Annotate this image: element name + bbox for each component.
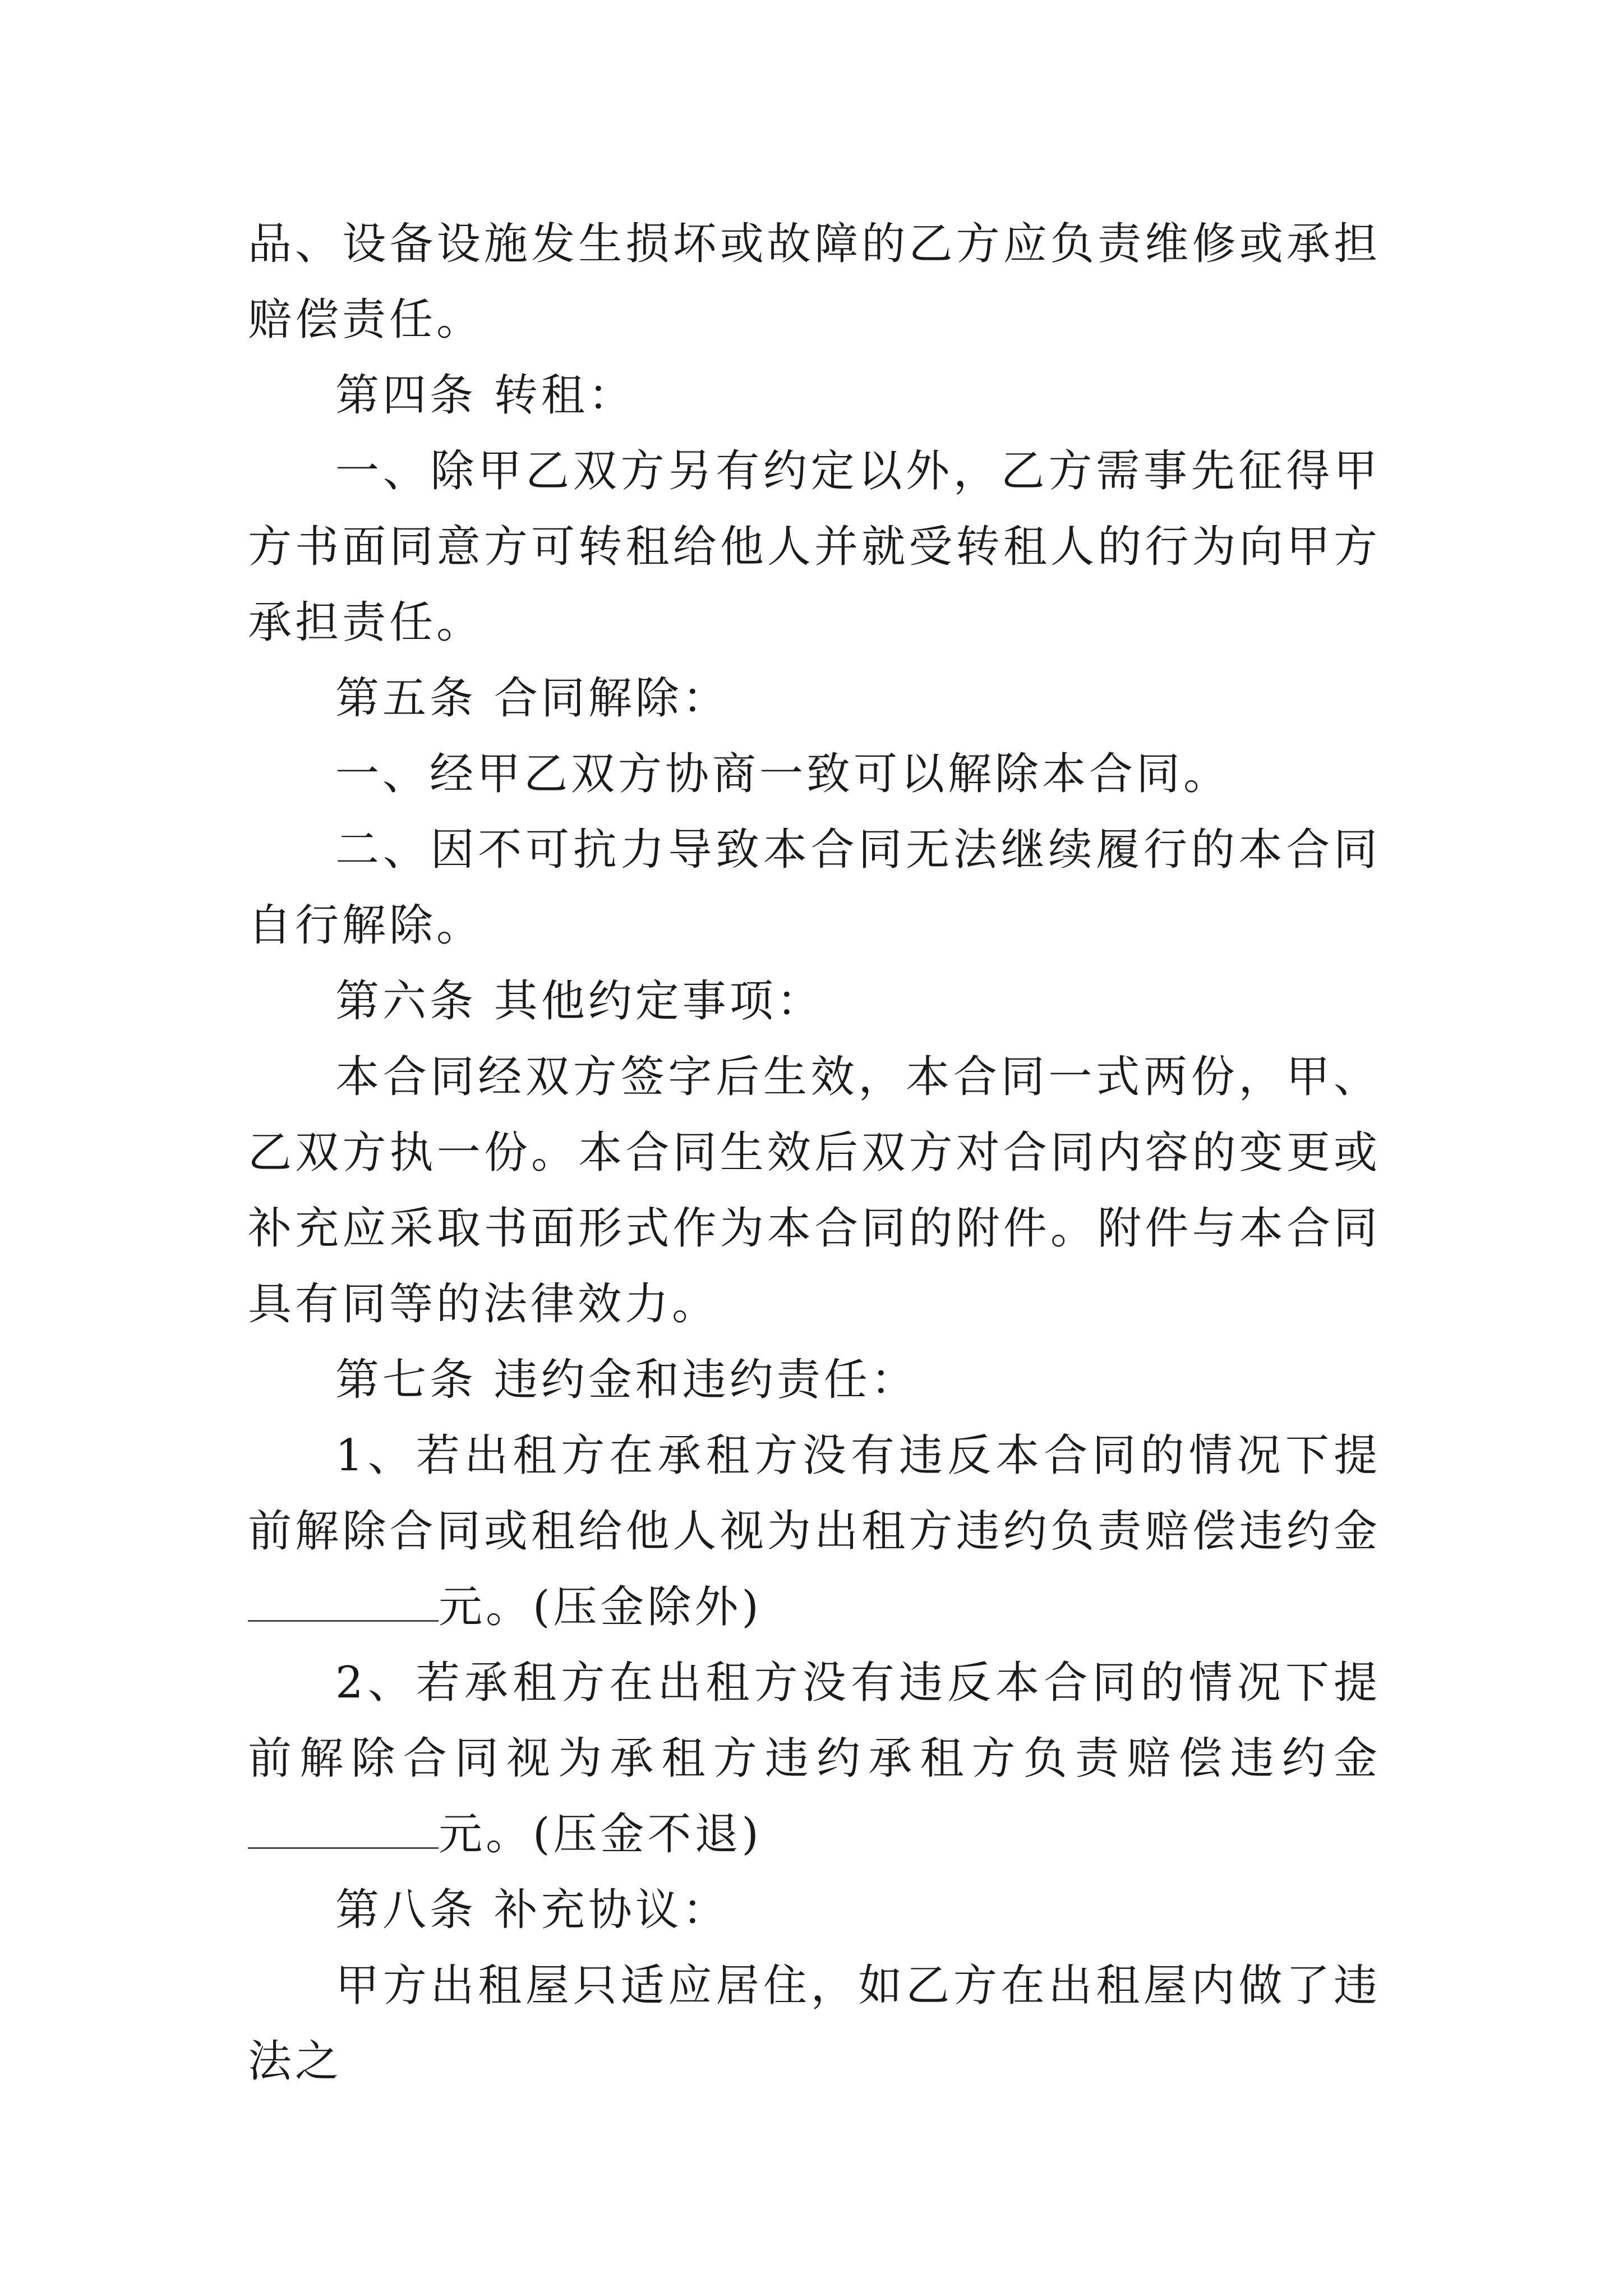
clause-4-heading: 第四条 转租： xyxy=(335,370,635,421)
clause-7-heading: 第七条 违约金和违约责任： xyxy=(335,1355,918,1405)
clause-7-item-1-text: 1、若出租方在承租方没有违反本合同的情况下提前解除合同或租给他人视为出租方违约负责赔偿违约金 xyxy=(248,1430,1381,1557)
blank-amount-field xyxy=(248,1814,439,1849)
blank-amount-field xyxy=(248,1586,439,1622)
clause-8-body: 甲方出租屋只适应居住，如乙方在出租屋内做了违法之 xyxy=(248,1961,1381,2087)
clause-7-item-1-tail: 元。(压金除外) xyxy=(439,1582,762,1632)
clause-7-item-2-text: 2、若承租方在出租方没有违反本合同的情况下提前解除合同视为承租方违约承租方负责赔偿违约金 xyxy=(248,1658,1381,1784)
clause-7-item-1 xyxy=(248,1418,1381,1645)
clause-8-heading: 第八条 补充协议： xyxy=(335,1885,730,1935)
clause-6-body: 本合同经双方签字后生效，本合同一式两份，甲、乙双方执一份。本合同生效后双方对合同内容的变更或补充应采取书面形式作为本合同的附件。附件与本合同具有同等的法律效力。 xyxy=(248,1052,1381,1329)
paragraph-continuation: 品、设备设施发生损坏或故障的乙方应负责维修或承担赔偿责任。 xyxy=(248,219,1381,345)
clause-4-item-1: 一、除甲乙双方另有约定以外，乙方需事先征得甲方书面同意方可转租给他人并就受转租人的行为向甲方承担责任。 xyxy=(248,446,1381,648)
clause-6-heading: 第六条 其他约定事项： xyxy=(335,976,824,1027)
clause-5-item-1: 一、经甲乙双方协商一致可以解除本合同。 xyxy=(335,749,1231,799)
clause-5-heading: 第五条 合同解除： xyxy=(335,673,730,724)
contract-body xyxy=(248,206,1381,2100)
clause-5-item-2: 二、因不可抗力导致本合同无法继续履行的本合同自行解除。 xyxy=(248,825,1381,951)
clause-7-item-2 xyxy=(248,1645,1381,1872)
clause-7-item-2-tail: 元。(压金不退) xyxy=(439,1809,762,1860)
